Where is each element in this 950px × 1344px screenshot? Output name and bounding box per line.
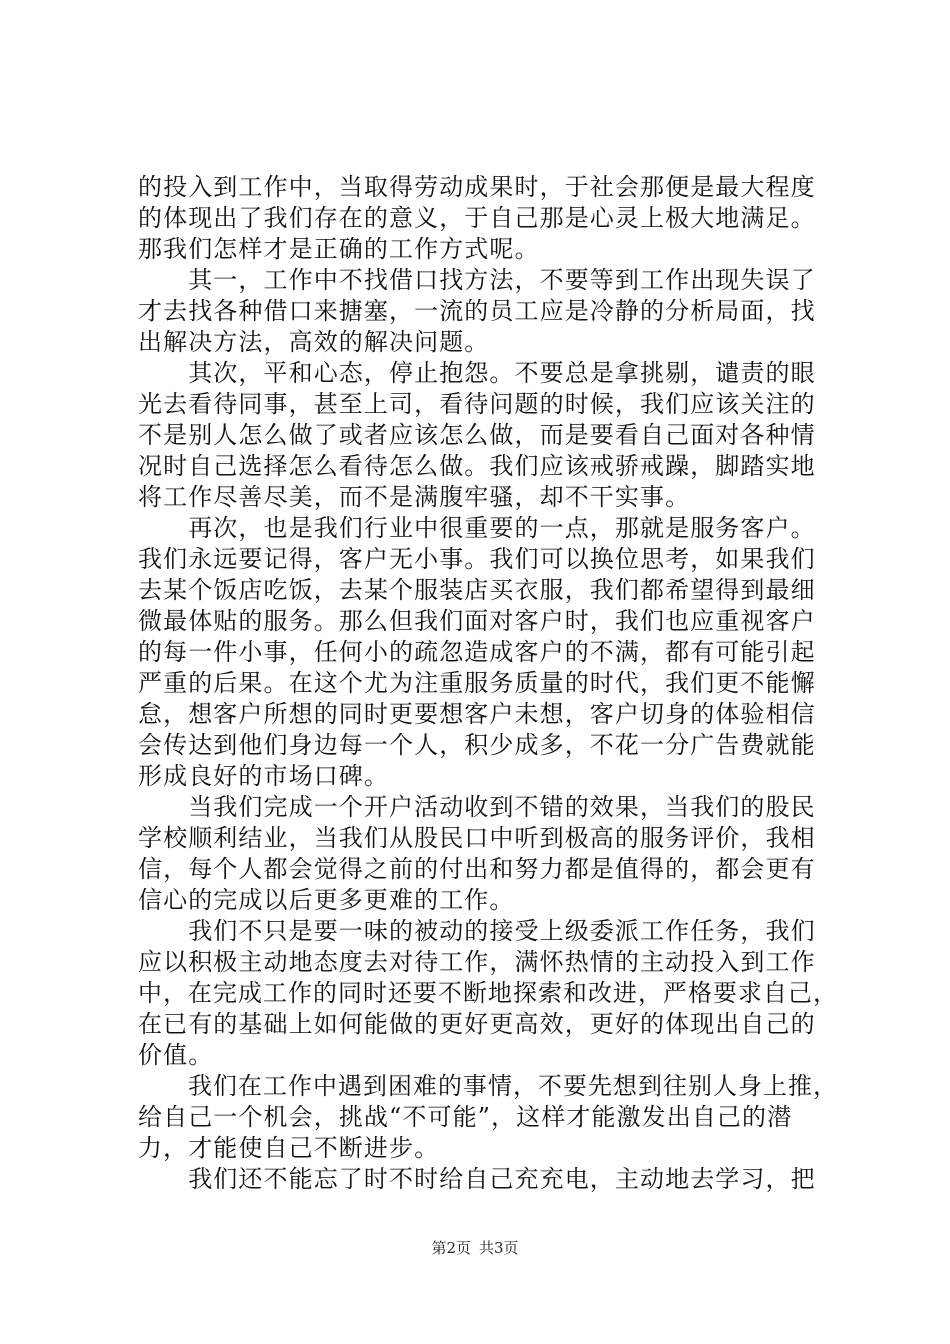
document-body xyxy=(138,172,839,1195)
page-total: 共3页 xyxy=(479,1239,519,1257)
text-line: 况时自己选择怎么看待怎么做。我们应该戒骄戒躁，脚踏实地 xyxy=(138,452,816,480)
page-number: 第2页 xyxy=(431,1239,471,1257)
text-line: 我们在工作中遇到困难的事情，不要先想到往别人身上推， xyxy=(138,1072,839,1100)
text-line: 的体现出了我们存在的意义，于自己那是心灵上极大地满足。 xyxy=(138,204,816,232)
text-line: 应以积极主动地态度去对待工作，满怀热情的主动投入到工作 xyxy=(138,948,816,976)
page-footer xyxy=(0,1238,950,1258)
text-line: 不是别人怎么做了或者应该怎么做，而是要看自己面对各种情 xyxy=(138,421,816,449)
text-line: 我们还不能忘了时不时给自己充充电，主动地去学习，把 xyxy=(138,1165,816,1193)
text-line: 再次，也是我们行业中很重要的一点，那就是服务客户。 xyxy=(138,514,816,542)
text-line: 价值。 xyxy=(138,1041,214,1069)
text-line: 在已有的基础上如何能做的更好更高效，更好的体现出自己的 xyxy=(138,1010,816,1038)
text-line: 光去看待同事，甚至上司，看待问题的时候，我们应该关注的 xyxy=(138,390,816,418)
text-line: 出解决方法，高效的解决问题。 xyxy=(138,328,490,356)
text-line: 其一，工作中不找借口找方法，不要等到工作出现失误了 xyxy=(138,266,816,294)
text-line: 才去找各种借口来搪塞，一流的员工应是冷静的分析局面，找 xyxy=(138,297,816,325)
text-line: 微最体贴的服务。那么但我们面对客户时，我们也应重视客户 xyxy=(138,607,816,635)
text-line: 去某个饭店吃饭，去某个服装店买衣服，我们都希望得到最细 xyxy=(138,576,816,604)
text-line: 我们永远要记得，客户无小事。我们可以换位思考，如果我们 xyxy=(138,545,816,573)
text-line: 其次，平和心态，停止抱怨。不要总是拿挑剔，谴责的眼 xyxy=(138,359,816,387)
text-line: 形成良好的市场口碑。 xyxy=(138,762,389,790)
text-line: 当我们完成一个开户活动收到不错的效果，当我们的股民 xyxy=(138,793,816,821)
text-line: 我们不只是要一味的被动的接受上级委派工作任务，我们 xyxy=(138,917,816,945)
text-line: 力，才能使自己不断进步。 xyxy=(138,1134,440,1162)
text-line: 会传达到他们身边每一个人，积少成多，不花一分广告费就能 xyxy=(138,731,816,759)
text-line: 那我们怎样才是正确的工作方式呢。 xyxy=(138,235,540,263)
text-line: 学校顺利结业，当我们从股民口中听到极高的服务评价，我相 xyxy=(138,824,816,852)
text-line: 的每一件小事，任何小的疏忽造成客户的不满，都有可能引起 xyxy=(138,638,816,666)
text-line: 信心的完成以后更多更难的工作。 xyxy=(138,886,515,914)
text-line: 的投入到工作中，当取得劳动成果时，于社会那便是最大程度 xyxy=(138,173,816,201)
text-line: 信，每个人都会觉得之前的付出和努力都是值得的，都会更有 xyxy=(138,855,816,883)
text-line: 严重的后果。在这个尤为注重服务质量的时代，我们更不能懈 xyxy=(138,669,816,697)
text-line: 怠，想客户所想的同时更要想客户未想，客户切身的体验相信 xyxy=(138,700,816,728)
text-line: 中，在完成工作的同时还要不断地探索和改进，严格要求自己， xyxy=(138,979,839,1007)
text-line: 给自己一个机会，挑战“不可能”，这样才能激发出自己的潜 xyxy=(138,1103,793,1131)
text-line: 将工作尽善尽美，而不是满腹牢骚，却不干实事。 xyxy=(138,483,691,511)
